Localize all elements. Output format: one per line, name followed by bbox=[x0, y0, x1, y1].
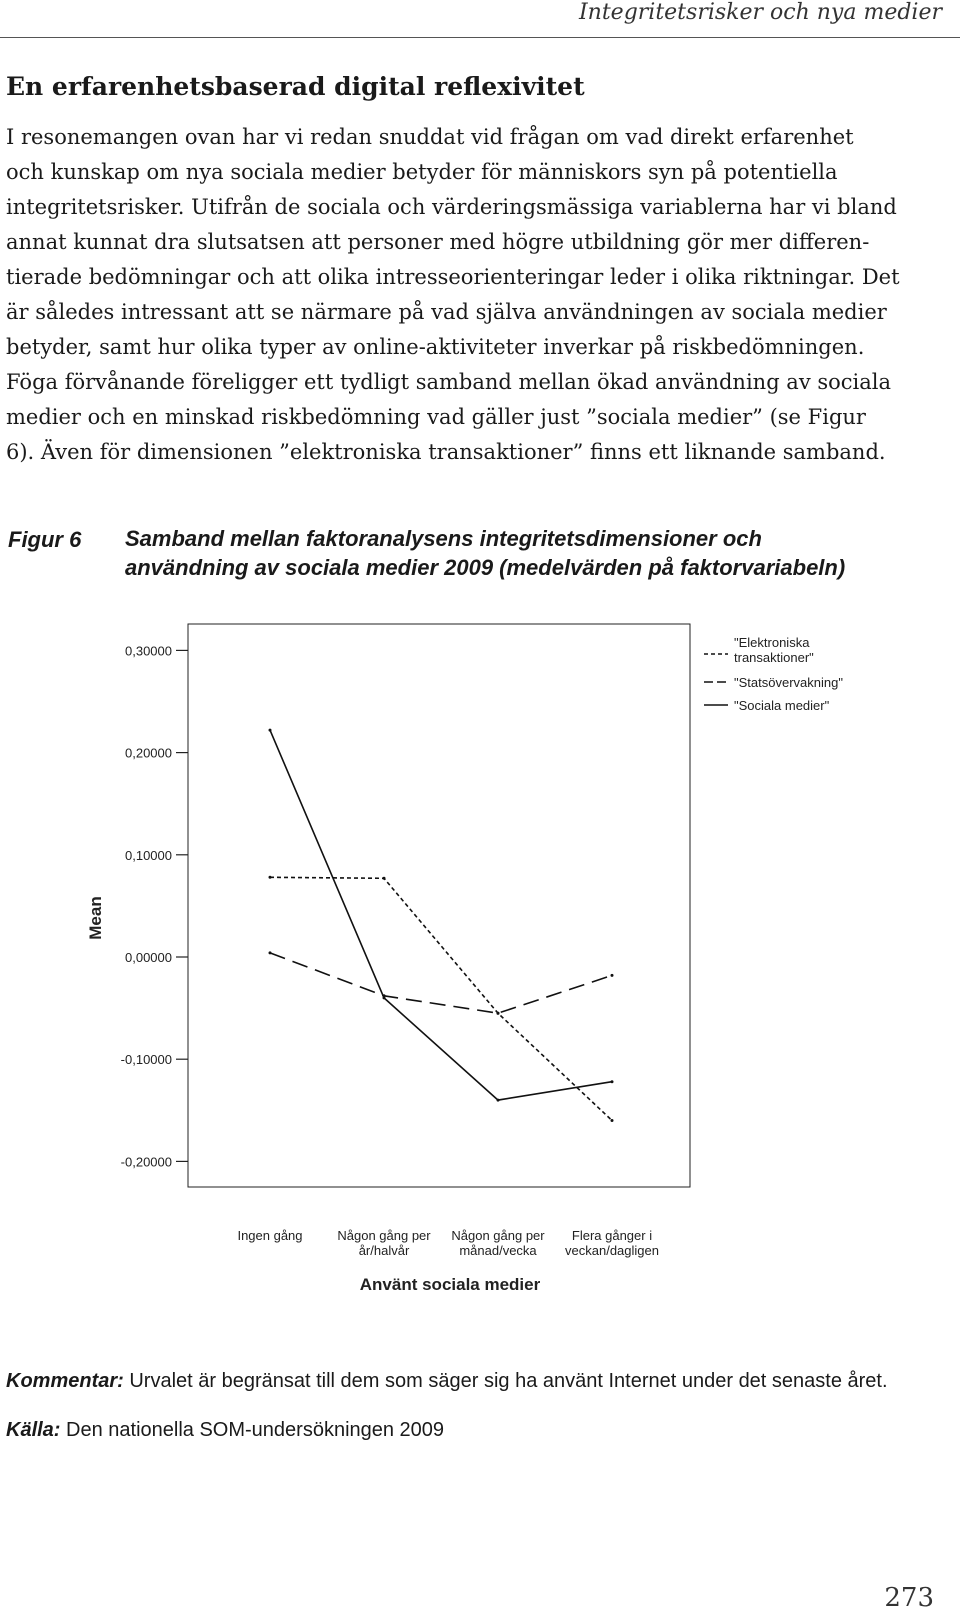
body-text bbox=[6, 120, 956, 470]
y-axis-label: Mean bbox=[86, 896, 105, 940]
series-line-dashed bbox=[270, 953, 612, 1013]
legend-label: "Sociala medier" bbox=[734, 698, 830, 713]
data-point bbox=[383, 877, 386, 880]
x-axis-label: Använt sociala medier bbox=[359, 1275, 541, 1294]
legend-label: "Elektroniska bbox=[734, 635, 810, 650]
source-text: Den nationella SOM-undersökningen 2009 bbox=[60, 1419, 445, 1441]
data-point bbox=[383, 996, 386, 999]
x-tick-label: Ingen gång bbox=[237, 1228, 303, 1243]
running-head: Integritetsrisker och nya medier bbox=[578, 0, 942, 25]
y-tick-label: 0,20000 bbox=[125, 745, 172, 761]
x-tick-label: Flera gånger i bbox=[571, 1228, 653, 1243]
data-point bbox=[611, 1119, 614, 1122]
data-point bbox=[611, 974, 614, 977]
y-tick-label: 0,00000 bbox=[125, 950, 172, 965]
legend-label: transaktioner" bbox=[734, 650, 814, 665]
data-point bbox=[269, 876, 272, 879]
x-tick-label: år/halvår bbox=[358, 1243, 410, 1258]
source-label: Källa: bbox=[6, 1419, 61, 1441]
data-point bbox=[497, 1099, 500, 1102]
header-rule bbox=[0, 37, 960, 38]
body-line: Föga förvånande föreligger ett tydligt samband mellan ökad användning av sociala bbox=[6, 370, 892, 394]
page-number: 273 bbox=[884, 1583, 934, 1613]
x-tick-label: veckan/dagligen bbox=[565, 1243, 659, 1258]
line-chart bbox=[0, 600, 960, 1300]
y-tick-label: 0,10000 bbox=[125, 847, 172, 863]
body-line: annat kunnat dra slutsatsen att personer med högre utbildning gör mer differen- bbox=[6, 230, 870, 254]
y-tick-label: 0,30000 bbox=[125, 643, 172, 659]
x-tick-label: Någon gång per bbox=[337, 1228, 431, 1243]
figure-source bbox=[6, 1419, 444, 1442]
plot-frame bbox=[188, 624, 690, 1187]
x-tick-label: Någon gång per bbox=[451, 1228, 545, 1243]
figure-caption-line: Samband mellan faktoranalysens integritetsdimensioner och bbox=[125, 526, 762, 551]
data-point bbox=[269, 951, 272, 954]
body-line: är således intressant att se närmare på vad själva användningen av sociala medier bbox=[6, 300, 887, 324]
body-line: 6). Även för dimensionen ”elektroniska transaktioner” finns ett liknande samband. bbox=[6, 440, 886, 464]
legend-label: "Statsövervakning" bbox=[734, 675, 843, 690]
body-line: betyder, samt hur olika typer av online-aktiviteter inverkar på riskbedömningen. bbox=[6, 335, 865, 359]
section-title: En erfarenhetsbaserad digital reflexivitet bbox=[6, 72, 585, 101]
x-tick-label: månad/vecka bbox=[459, 1243, 537, 1258]
figure-comment bbox=[6, 1370, 888, 1393]
data-point bbox=[497, 1012, 500, 1015]
body-line: medier och en minskad riskbedömning vad gäller just ”sociala medier” (se Figur bbox=[6, 405, 866, 429]
series-line-dotted bbox=[270, 877, 612, 1120]
data-point bbox=[269, 729, 272, 732]
data-point bbox=[611, 1080, 614, 1083]
series-line-solid bbox=[270, 730, 612, 1100]
comment-text: Urvalet är begränsat till dem som säger sig ha använt Internet under det senaste året. bbox=[123, 1370, 888, 1392]
y-tick-label: -0,10000 bbox=[120, 1052, 172, 1068]
y-tick-label: -0,20000 bbox=[120, 1154, 172, 1170]
figure-label: Figur 6 bbox=[8, 527, 82, 552]
body-line: I resonemangen ovan har vi redan snuddat vid frågan om vad direkt erfarenhet bbox=[6, 125, 854, 149]
body-line: integritetsrisker. Utifrån de sociala och värderingsmässiga variablerna har vi bland bbox=[6, 195, 897, 219]
comment-label: Kommentar: bbox=[6, 1370, 124, 1392]
body-line: och kunskap om nya sociala medier betyder för människors syn på potentiella bbox=[6, 160, 838, 184]
body-line: tierade bedömningar och att olika intresseorienteringar leder i olika riktningar. Det bbox=[6, 265, 900, 289]
figure-caption-line: användning av sociala medier 2009 (medelvärden på faktorvariabeln) bbox=[125, 555, 846, 580]
figure-caption bbox=[125, 524, 845, 582]
